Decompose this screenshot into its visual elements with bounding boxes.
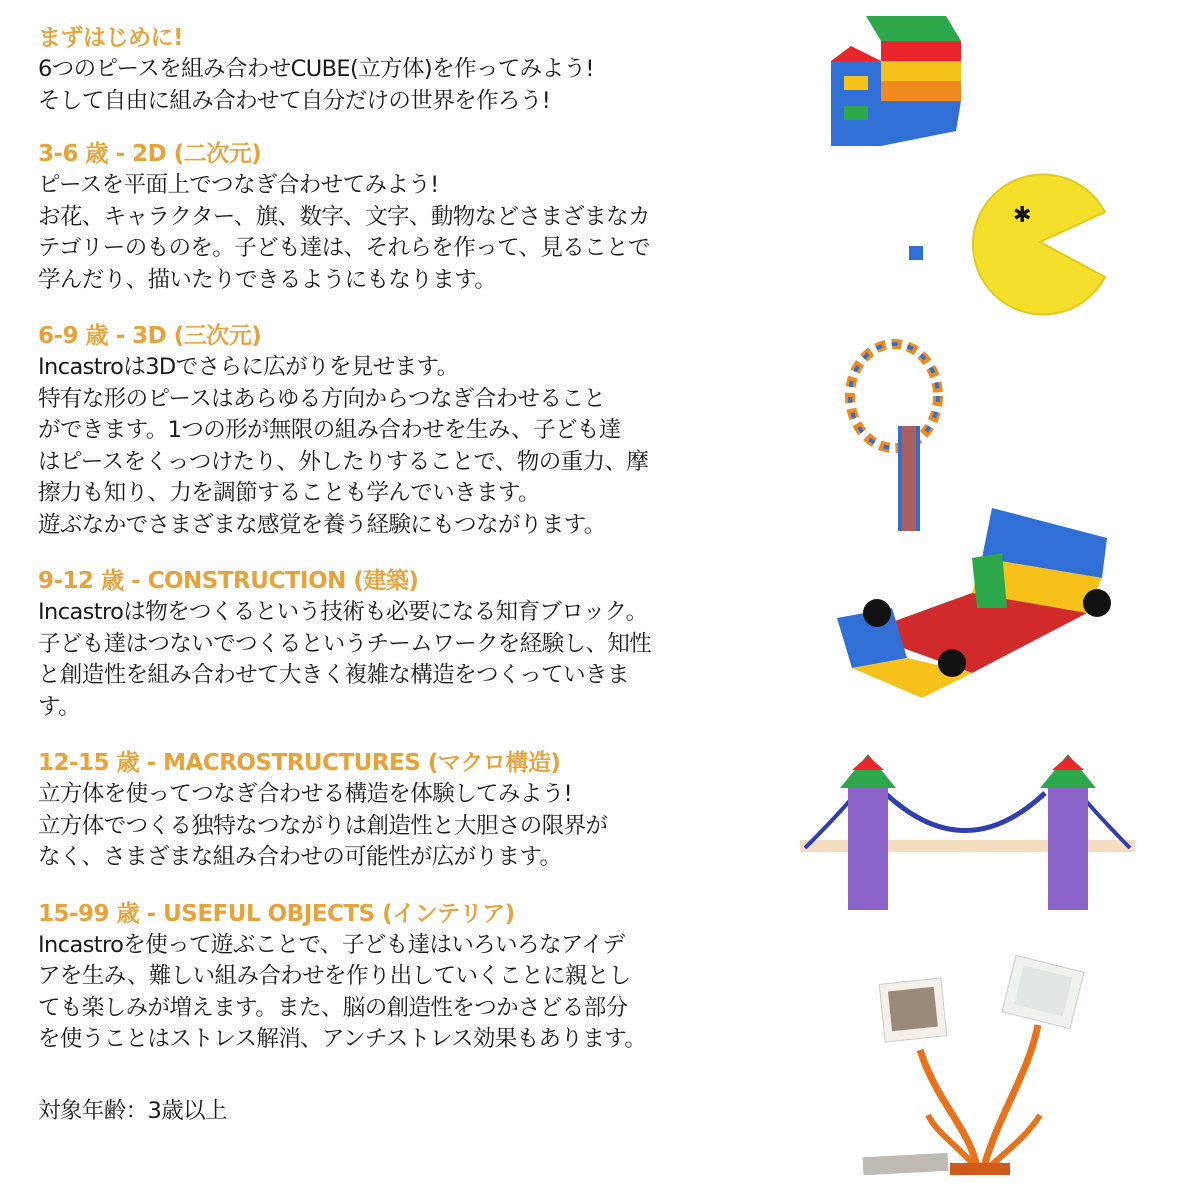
section-2d: [38, 138, 768, 296]
bridge-illustration: [800, 748, 1135, 913]
section-line: アを生み、難しい組み合わせを作り出していくことに親とし: [38, 963, 631, 989]
section-line: 学んだり、描いたりできるようにもなります。: [38, 266, 497, 293]
section-line: 遊ぶなかでさまざまな感覚を養う経験にもつながります。: [38, 511, 606, 538]
section-line: はピースをくっつけたり、外したりすることで、物の重力、摩: [38, 448, 649, 475]
section-line: 立方体を使ってつなぎ合わせる構造を体験してみよう!: [38, 781, 573, 807]
section-line: を使うことはストレス解消、アンチストレス効果もあります。: [38, 1026, 647, 1052]
photo-holder-illustration: [858, 955, 1103, 1180]
section-line: 子ども達はつないでつくるというチームワークを経験し、知性: [38, 630, 652, 657]
section-line: ても楽しみが増えます。また、脳の創造性をつかさどる部分: [38, 994, 628, 1021]
section-heading: まずはじめに!: [38, 25, 183, 51]
svg-text:✱: ✱: [1013, 203, 1032, 228]
section-line: 立方体でつくる独特なつながりは創造性と大胆さの限界が: [38, 812, 608, 839]
section-macrostructures: [38, 747, 768, 874]
section-line: 特有な形のピースはあらゆる方向からつなぎ合わせること: [38, 385, 606, 412]
section-line: そして自由に組み合わせて自分だけの世界を作ろう!: [38, 87, 551, 114]
section-construction: [38, 565, 768, 723]
section-line: Incastroは物をつくるという技術も必要になる知育ブロック。: [38, 599, 648, 625]
section-heading: 9-12 歳 - CONSTRUCTION (建築): [38, 568, 419, 594]
racecar-illustration: [832, 498, 1117, 708]
section-line: Incastroは3Dでさらに広がりを見せます。: [38, 354, 459, 380]
section-line: 擦力も知り、力を調節することも学んでいきます。: [38, 480, 540, 506]
section-line: お花、キャラクター、旗、数字、文字、動物などさまざまなカ: [38, 203, 650, 230]
section-line: Incastroを使って遊ぶことで、子ども達はいろいろなアイデ: [38, 931, 625, 958]
section-heading: 15-99 歳 - USEFUL OBJECTS (インテリア): [38, 900, 515, 927]
section-line: テゴリーのものを。子ども達は、それらを作って、見ることで: [38, 235, 650, 261]
section-heading: 6-9 歳 - 3D (三次元): [38, 323, 262, 349]
target-age: 対象年齢：3歳以上: [38, 1097, 227, 1124]
section-3d: [38, 320, 768, 541]
section-intro: [38, 22, 768, 117]
section-line: す。: [38, 693, 81, 720]
section-line: ができます。1つの形が無限の組み合わせを生み、子ども達: [38, 417, 621, 443]
section-line: 6つのピースを組み合わせCUBE(立方体)を作ってみよう!: [38, 56, 594, 82]
section-line: なく、さまざまな組み合わせの可能性が広がります。: [38, 844, 562, 870]
section-useful-objects: [38, 898, 768, 1056]
cube-illustration: [826, 6, 976, 156]
section-line: と創造性を組み合わせて大きく複雑な構造をつくっていきま: [38, 662, 629, 688]
section-heading: 3-6 歳 - 2D (二次元): [38, 141, 262, 167]
section-heading: 12-15 歳 - MACROSTRUCTURES (マクロ構造): [38, 750, 561, 776]
pacman-illustration: [905, 172, 1115, 322]
description-column: [38, 22, 768, 1127]
section-line: ピースを平面上でつなぎ合わせてみよう!: [38, 172, 439, 198]
